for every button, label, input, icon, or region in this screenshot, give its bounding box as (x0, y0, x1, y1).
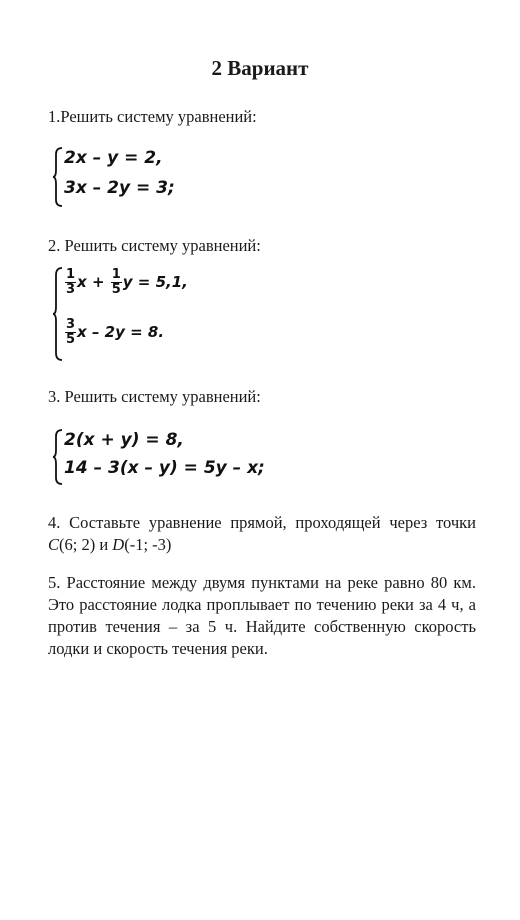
brace-icon (52, 428, 64, 486)
task-1-equation-1: 2x – y = 2, (64, 148, 163, 168)
task-3-equation-1: 2(x + y) = 8, (64, 430, 184, 450)
task-5-text: 5. Расстояние между двумя пунктами на реке равно 80 км. Это расстояние лодка проплывает по течению реки за 4 ч, а против течения – за 5 ч. Найдите собственную скорость лодки и скорость течения реки. (48, 573, 476, 658)
fraction: $\frac{3}{5}$ (66, 317, 76, 347)
brace-icon (52, 266, 64, 362)
fraction: $\frac{1}{5}$ (111, 267, 121, 297)
task-1-system (52, 146, 252, 212)
page-title: 2 Вариант (211, 56, 309, 80)
fraction: $\frac{1}{3}$ (66, 267, 76, 297)
task-1-heading: 1.Решить систему уравнений: (48, 107, 257, 126)
task-3-system (52, 428, 312, 488)
task-2-heading: 2. Решить систему уравнений: (48, 236, 261, 255)
task-3-equation-2: 14 – 3(x – y) = 5y – x; (64, 458, 265, 478)
task-2-system (52, 266, 252, 364)
task-2-equation-2: $\frac{3}{5}$ x – 2y = 8. (66, 317, 165, 347)
task-1-equation-2: 3x – 2y = 3; (64, 178, 175, 198)
task-4-text: 4. Составьте уравнение прямой, проходящей через точки C(6; 2) и D(-1; -3) (48, 513, 476, 554)
task-3-heading: 3. Решить систему уравнений: (48, 387, 261, 406)
task-2-equation-1: $\frac{1}{3}$ x + $\frac{1}{5}$ y = 5,1, (66, 267, 188, 297)
brace-icon (52, 146, 64, 208)
